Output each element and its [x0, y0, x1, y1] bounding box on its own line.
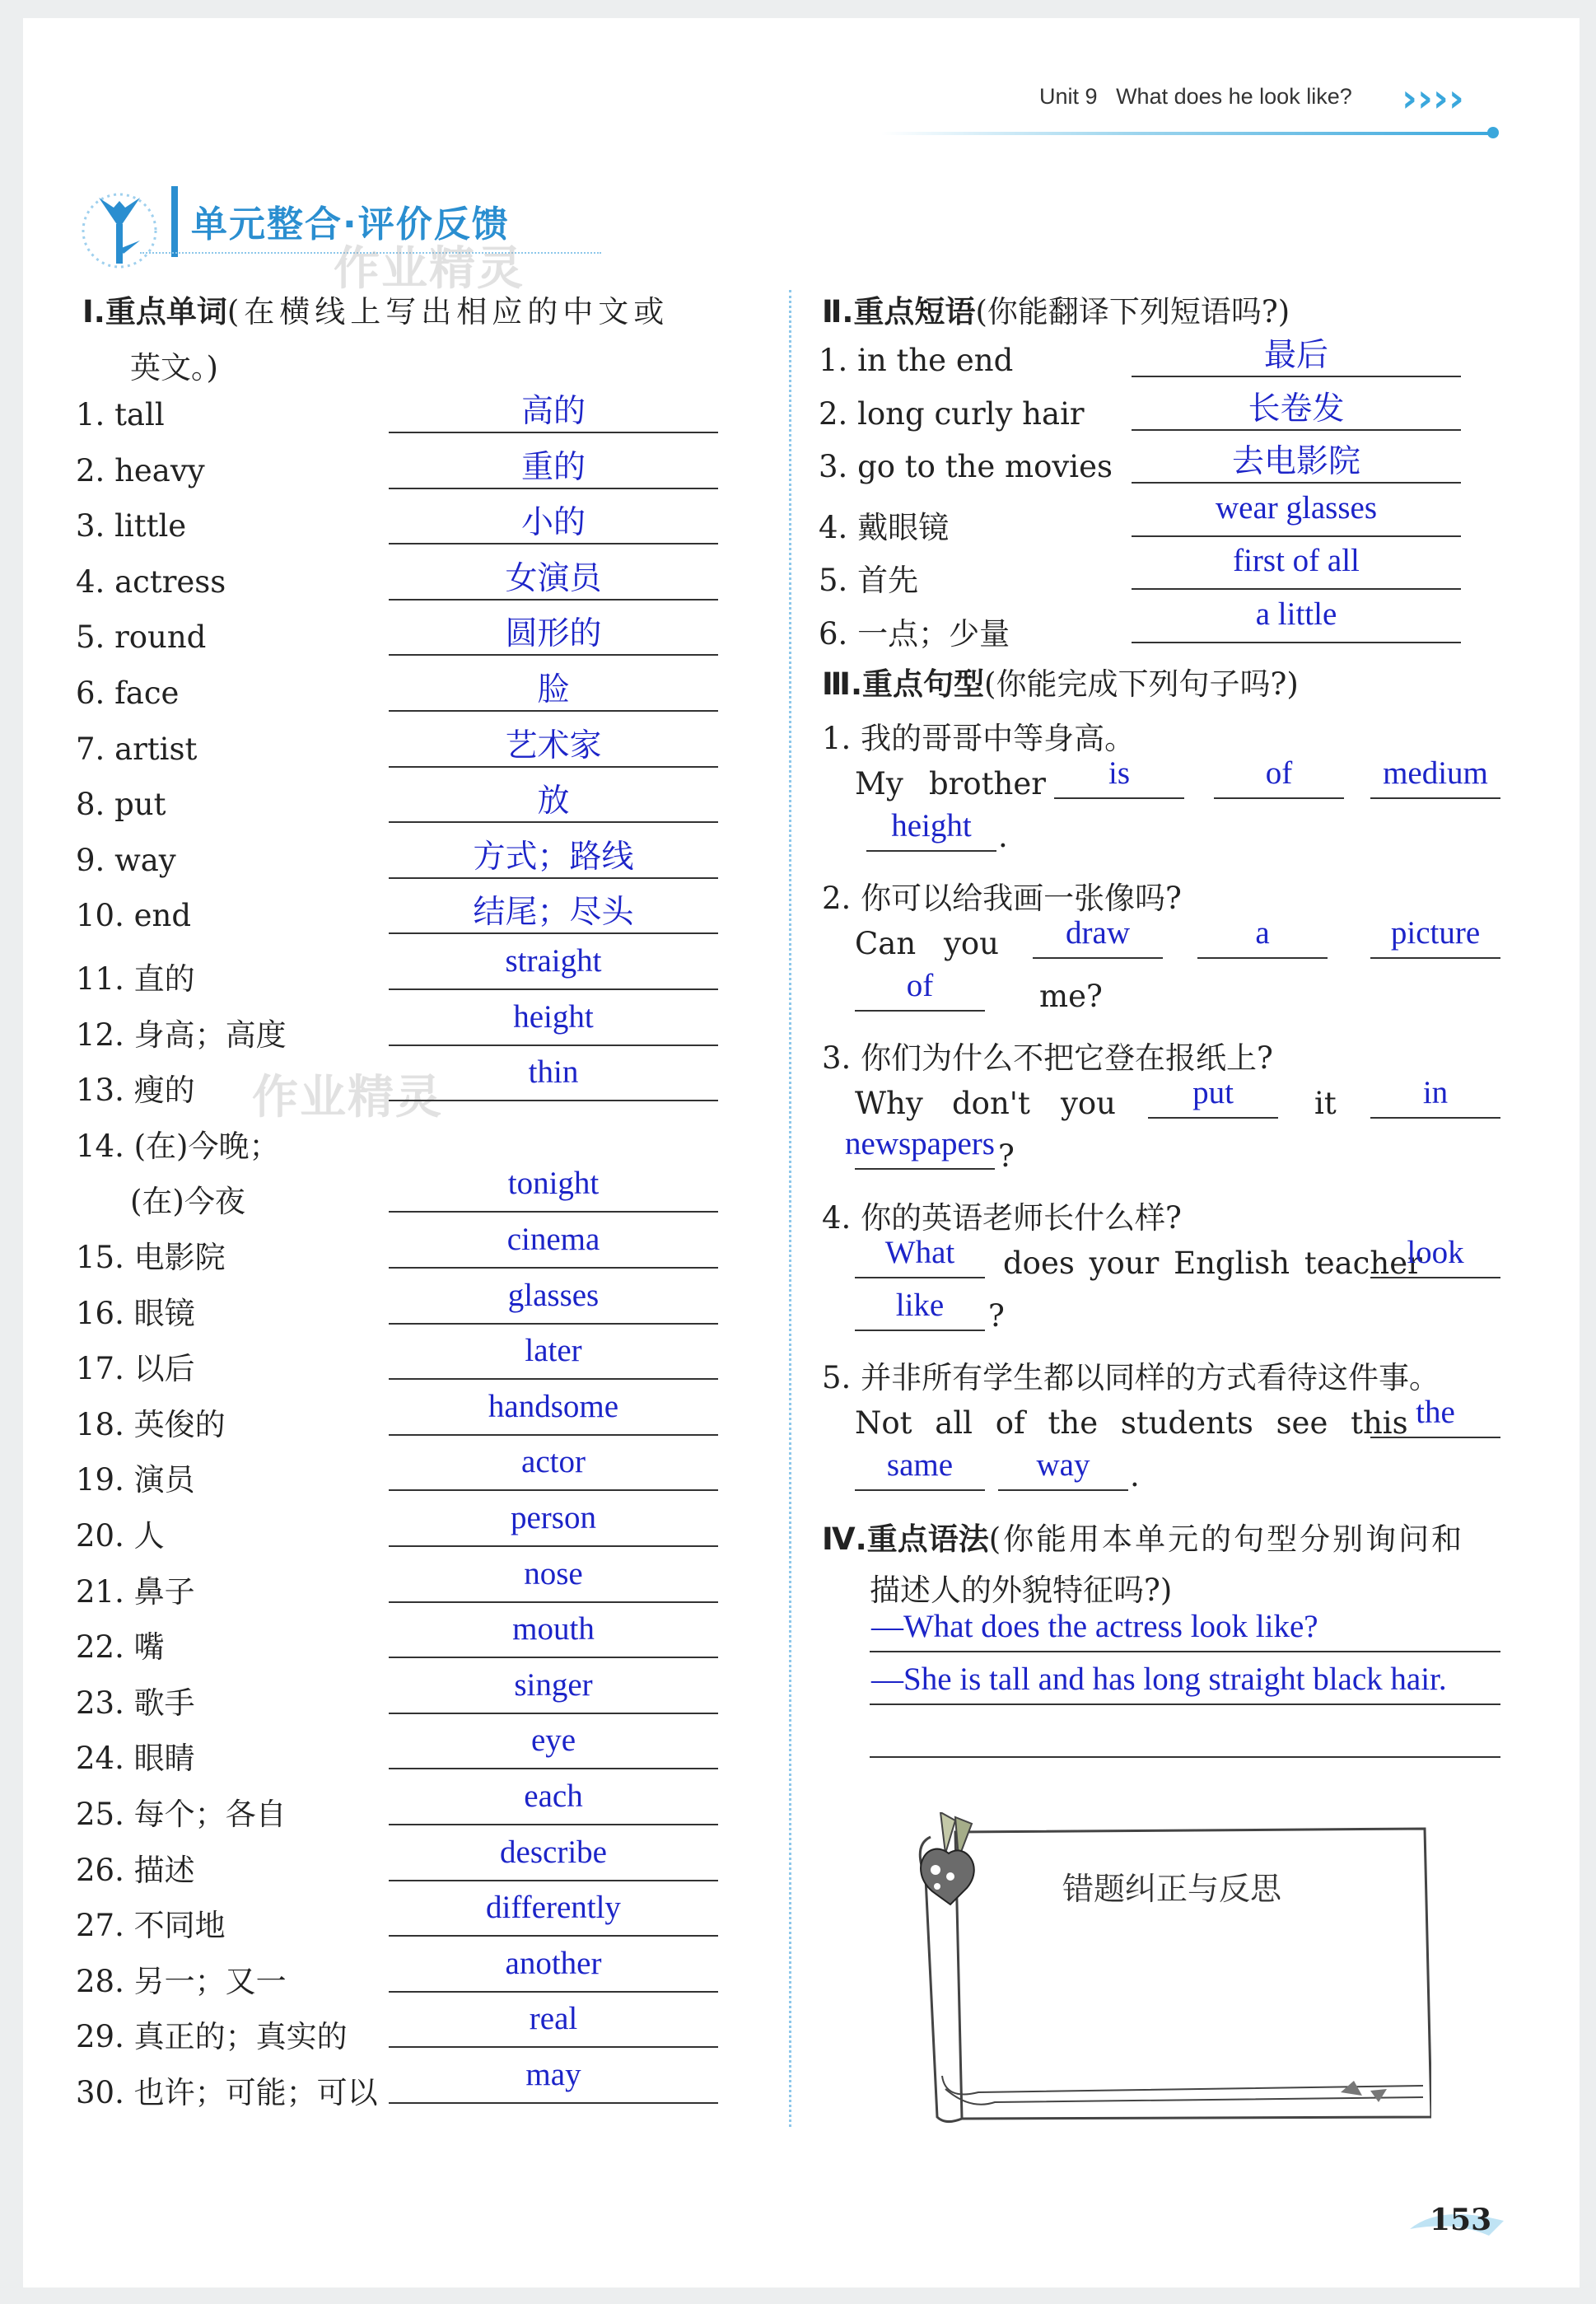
s2-answer: picture — [1390, 915, 1481, 951]
part4-answer-line1: —What does the actress look like? — [871, 1609, 1318, 1644]
part1-question: 28. 另一；又一 — [76, 1963, 287, 1999]
part1-answer: tonight — [507, 1166, 600, 1202]
s1-answer: of — [1265, 755, 1293, 791]
part1-heading — [82, 287, 669, 331]
part1-answer: mouth — [512, 1611, 595, 1647]
part2-number: Ⅱ. — [822, 294, 854, 329]
answer-line — [1370, 957, 1500, 959]
part1-answer: another — [505, 1945, 602, 1981]
part1-answer: 小的 — [520, 505, 586, 541]
part1-question: 21. 鼻子 — [76, 1573, 195, 1610]
part1-question: 24. 眼睛 — [76, 1741, 195, 1777]
s1-word: brother — [929, 766, 1046, 801]
part3-heading — [822, 659, 1299, 703]
s2-word: you — [944, 926, 1000, 961]
part4-instruction: (你能用本单元的句型分别询问和 — [988, 1521, 1465, 1557]
answer-line — [1197, 957, 1328, 959]
part1-question: 14. (在)今晚； — [76, 1128, 280, 1164]
answer-line — [1370, 1117, 1500, 1119]
answer-line — [1370, 1437, 1500, 1438]
part1-question: 16. 眼镜 — [76, 1295, 195, 1331]
s4-end: ? — [988, 1298, 1005, 1334]
part1-question: 1. tall — [76, 397, 165, 432]
part1-question: (在)今夜 — [130, 1184, 245, 1220]
s4-answer: look — [1407, 1235, 1464, 1270]
s3-word: don't — [952, 1086, 1030, 1121]
answer-line — [389, 1323, 718, 1325]
answer-line — [389, 1935, 718, 1937]
answer-line — [389, 1824, 718, 1825]
answer-line — [855, 1010, 985, 1012]
part1-answer: 方式；路线 — [473, 839, 634, 875]
part1-question: 26. 描述 — [76, 1852, 195, 1888]
answer-line — [866, 850, 996, 852]
s3-word: Why — [855, 1086, 923, 1121]
part3-instruction: (你能完成下列句子吗?) — [984, 666, 1299, 702]
part2-answer: wear glasses — [1215, 489, 1377, 526]
answer-line — [870, 1756, 1500, 1758]
part2-title: 重点短语 — [853, 294, 976, 329]
answer-line — [389, 1211, 718, 1213]
part1-answer: glasses — [507, 1277, 600, 1313]
s3-word: it — [1314, 1086, 1337, 1121]
answer-line — [389, 432, 718, 433]
part1-answer: 圆形的 — [505, 616, 602, 652]
part1-answer: each — [524, 1778, 583, 1814]
s2-answer: a — [1255, 915, 1270, 951]
answer-line — [389, 1378, 718, 1380]
part1-question: 8. put — [76, 787, 166, 823]
part1-question: 9. way — [76, 842, 176, 878]
answer-line — [389, 1880, 718, 1881]
s5-answer: the — [1416, 1395, 1455, 1430]
s2-answer: of — [906, 968, 934, 1003]
part1-question: 25. 每个；各自 — [76, 1797, 287, 1832]
part1-question: 11. 直的 — [76, 961, 195, 997]
answer-line — [389, 710, 718, 712]
part1-answer: later — [525, 1333, 582, 1369]
part1-answer: 放 — [537, 783, 570, 820]
running-header — [1039, 84, 1352, 110]
answer-line — [389, 543, 718, 544]
part2-question: 4. 戴眼镜 — [819, 509, 950, 545]
s1-answer: height — [891, 808, 972, 844]
answer-line — [389, 1713, 718, 1714]
answer-line — [389, 932, 718, 934]
s5-end: . — [1130, 1458, 1140, 1493]
part2-question: 3. go to the movies — [819, 449, 1113, 485]
part1-question: 5. round — [76, 619, 207, 656]
answer-line — [389, 1545, 718, 1547]
part1-answer: differently — [486, 1890, 621, 1926]
part2-instruction: (你能翻译下列短语吗?) — [975, 294, 1290, 329]
s3-chinese: 3. 你们为什么不把它登在报纸上? — [822, 1040, 1273, 1076]
part1-question: 15. 电影院 — [76, 1240, 226, 1275]
answer-line — [389, 1045, 718, 1046]
s3-answer: put — [1192, 1075, 1234, 1110]
answer-line — [389, 1991, 718, 1993]
section-title: 单元整合·评价反馈 — [191, 203, 510, 245]
answer-line — [389, 1657, 718, 1658]
reflection-title: 错题纠正与反思 — [1062, 1871, 1282, 1907]
answer-line — [1132, 535, 1461, 537]
part1-title: 重点单词 — [105, 294, 227, 329]
part4-title: 重点语法 — [866, 1521, 989, 1557]
part1-answer: 结尾；尽头 — [473, 895, 634, 931]
part2-heading — [822, 287, 1290, 331]
answer-line — [389, 766, 718, 768]
part4-answer-line2: —She is tall and has long straight black hair. — [871, 1661, 1447, 1697]
answer-line — [1132, 482, 1461, 484]
answer-line — [1370, 797, 1500, 799]
part1-answer: thin — [528, 1054, 579, 1091]
part1-instruction: (在横线上写出相应的中文或 — [226, 294, 670, 329]
unit-label: Unit 9 — [1039, 84, 1098, 109]
answer-line — [389, 2102, 718, 2104]
watermark: 作业精灵 — [334, 242, 525, 296]
part1-question: 13. 瘦的 — [76, 1073, 195, 1109]
s5-answer: way — [1036, 1447, 1090, 1483]
s4-answer: like — [895, 1288, 945, 1323]
part1-instruction-line2: 英文。) — [130, 350, 218, 386]
s2-answer: draw — [1066, 915, 1130, 951]
part3-number: Ⅲ. — [822, 666, 863, 702]
section-title-bar — [171, 186, 178, 257]
s1-chinese: 1. 我的哥哥中等身高。 — [822, 721, 1136, 756]
part1-answer: 脸 — [537, 672, 570, 708]
part1-answer: may — [525, 2057, 581, 2092]
part1-question: 30. 也许；可能；可以 — [76, 2075, 378, 2110]
part1-answer: eye — [530, 1722, 576, 1759]
s1-end: . — [998, 819, 1008, 854]
part1-question: 20. 人 — [76, 1518, 165, 1554]
part1-answer: real — [529, 2001, 578, 2037]
s2-end: me? — [1039, 979, 1103, 1014]
part4-instruction-line2: 描述人的外貌特征吗?) — [870, 1573, 1173, 1608]
answer-line — [389, 1100, 718, 1101]
s5-chinese: 5. 并非所有学生都以同样的方式看待这件事。 — [822, 1360, 1440, 1395]
answer-line — [389, 1768, 718, 1769]
part2-answer: 最后 — [1263, 338, 1328, 373]
part1-question: 17. 以后 — [76, 1351, 195, 1387]
watermark: 作业精灵 — [252, 1071, 443, 1124]
part3-title: 重点句型 — [862, 666, 985, 702]
answer-line — [1132, 588, 1461, 590]
answer-line — [1033, 957, 1163, 959]
part1-answer: 艺术家 — [505, 727, 602, 764]
part1-answer: person — [511, 1500, 596, 1535]
header-rule — [881, 132, 1497, 135]
part2-question: 6. 一点；少量 — [819, 616, 1010, 652]
part1-question: 10. end — [76, 898, 192, 934]
part1-answer: actor — [521, 1444, 586, 1480]
part1-question: 23. 歌手 — [76, 1685, 195, 1721]
s3-end: ? — [998, 1138, 1015, 1174]
part2-answer: 去电影院 — [1231, 444, 1360, 480]
answer-line — [855, 1330, 985, 1331]
s5-answer: same — [886, 1447, 954, 1483]
part1-question: 27. 不同地 — [76, 1908, 226, 1944]
answer-line — [389, 488, 718, 489]
answer-line — [1054, 797, 1184, 799]
page-number: 153 — [1430, 2203, 1492, 2237]
part1-answer: describe — [500, 1834, 607, 1870]
answer-line — [1214, 797, 1344, 799]
reflection-scroll-frame — [896, 1812, 1431, 2125]
part1-question: 22. 嘴 — [76, 1629, 165, 1666]
part1-answer: singer — [514, 1666, 593, 1703]
s2-word: Can — [855, 926, 917, 961]
s1-answer: is — [1108, 755, 1130, 791]
s4-answer: What — [884, 1235, 955, 1270]
answer-line — [1132, 376, 1461, 377]
part1-answer: cinema — [506, 1222, 600, 1257]
s1-word: My — [855, 766, 903, 801]
part1-answer: height — [513, 998, 594, 1035]
s4-chinese: 4. 你的英语老师长什么样? — [822, 1200, 1182, 1236]
answer-line — [998, 1489, 1128, 1491]
part2-answer: first of all — [1233, 543, 1360, 579]
answer-line — [1148, 1117, 1278, 1119]
part1-question: 4. actress — [76, 563, 226, 600]
part2-question: 5. 首先 — [819, 563, 919, 599]
part1-answer: straight — [505, 943, 602, 979]
part1-question: 18. 英俊的 — [76, 1406, 226, 1442]
part1-answer: 重的 — [520, 449, 586, 485]
s1-answer: medium — [1383, 755, 1488, 791]
part2-question: 2. long curly hair — [819, 395, 1085, 432]
answer-line — [870, 1651, 1500, 1652]
answer-line — [1370, 1277, 1500, 1278]
answer-line — [389, 988, 718, 990]
answer-line — [855, 1277, 985, 1278]
part1-answer: 高的 — [520, 394, 586, 429]
answer-line — [1132, 429, 1461, 431]
column-divider — [789, 290, 791, 2127]
answer-line — [389, 821, 718, 823]
part1-question: 3. little — [76, 508, 187, 544]
answer-line — [389, 599, 718, 601]
part1-question: 19. 演员 — [76, 1462, 195, 1498]
s3-answer: newspapers — [845, 1126, 995, 1161]
part1-number: Ⅰ. — [82, 294, 105, 329]
answer-line — [870, 1703, 1500, 1705]
unit-title: What does he look like? — [1116, 84, 1352, 109]
part2-answer: a little — [1255, 596, 1337, 632]
part1-question: 12. 身高；高度 — [76, 1016, 287, 1053]
answer-line — [855, 1168, 995, 1170]
part1-answer: handsome — [488, 1388, 619, 1424]
part1-answer: nose — [524, 1555, 583, 1591]
answer-line — [389, 1267, 718, 1269]
part2-answer: 长卷发 — [1248, 390, 1345, 427]
part1-question: 2. heavy — [76, 452, 205, 488]
answer-line — [1132, 642, 1461, 643]
answer-line — [389, 1489, 718, 1491]
s2-chinese: 2. 你可以给我画一张像吗? — [822, 881, 1182, 916]
part4-number: Ⅳ. — [822, 1521, 867, 1557]
s5-words: Not all of the students see this — [855, 1405, 1408, 1441]
part1-question: 7. artist — [76, 731, 198, 767]
part1-question: 6. face — [76, 675, 180, 711]
answer-line — [389, 1601, 718, 1603]
answer-line — [389, 2046, 718, 2048]
s3-word: you — [1061, 1086, 1117, 1121]
part4-heading — [822, 1514, 1464, 1559]
part1-question: 29. 真正的；真实的 — [76, 2019, 348, 2055]
answer-line — [389, 877, 718, 879]
bird-logo-icon — [74, 183, 165, 273]
answer-line — [389, 1434, 718, 1436]
part2-question: 1. in the end — [819, 343, 1014, 378]
s3-answer: in — [1422, 1075, 1449, 1110]
header-rule-dot — [1487, 127, 1499, 138]
answer-line — [855, 1489, 985, 1491]
answer-line — [389, 654, 718, 656]
s4-words: does your English teacher — [1003, 1245, 1422, 1281]
part1-answer: 女演员 — [505, 560, 602, 596]
chevron-right-icon: ›››› — [1402, 76, 1464, 120]
